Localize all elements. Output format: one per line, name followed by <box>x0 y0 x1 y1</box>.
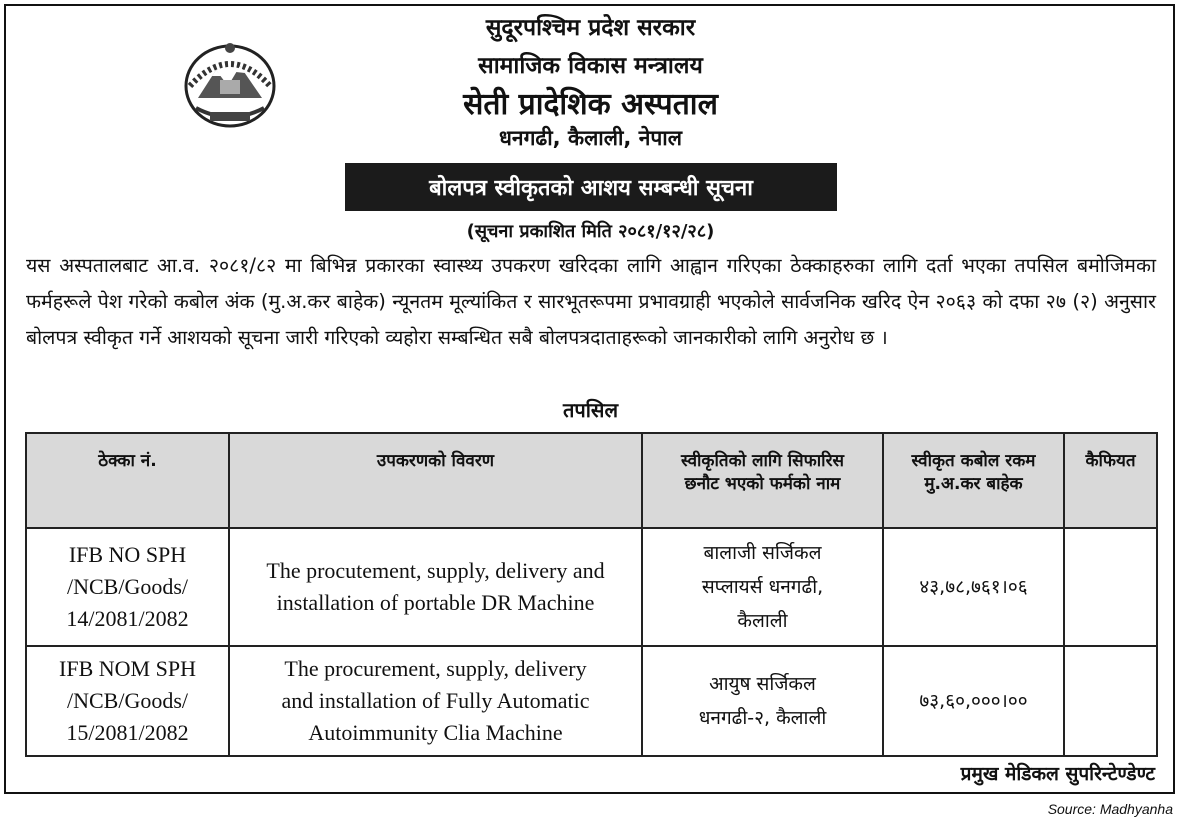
firm-line: आयुष सर्जिकल <box>709 673 816 695</box>
hospital-address: धनगढी, कैलाली, नेपाल <box>499 126 682 150</box>
description-line: The procutement, supply, delivery and <box>266 558 605 583</box>
contract-no-line: /NCB/Goods/ <box>66 688 189 713</box>
amount-cell: ४३,७८,७६१।०६ <box>883 528 1064 646</box>
description-line: installation of portable DR Machine <box>276 590 595 615</box>
contract-no-cell <box>26 646 229 756</box>
province-government: सुदूरपश्चिम प्रदेश सरकार <box>485 15 696 41</box>
firm-cell <box>642 528 883 646</box>
table-row <box>26 528 1157 646</box>
description-cell <box>229 646 642 756</box>
header-amount-line1: स्वीकृत कबोल रकम <box>911 451 1036 471</box>
contract-no-line: IFB NOM SPH <box>59 656 196 681</box>
published-date: (सूचना प्रकाशित मिति २०८१/१२/२८) <box>466 221 715 242</box>
header-amount <box>883 433 1064 528</box>
header-amount-line2: मु.अ.कर बाहेक <box>924 474 1023 494</box>
header-contract-no: ठेक्का नं. <box>26 433 229 528</box>
source-credit: Source: Madhyanha <box>1047 801 1173 817</box>
schedule-label: तपसिल <box>562 398 619 422</box>
header-description: उपकरणको विवरण <box>229 433 642 528</box>
award-table <box>25 432 1158 757</box>
description-line: The procurement, supply, delivery <box>284 656 587 681</box>
contract-no-line: 14/2081/2082 <box>66 606 189 631</box>
hospital-name: सेती प्रादेशिक अस्पताल <box>463 87 718 122</box>
contract-no-cell <box>26 528 229 646</box>
table-header-row <box>26 433 1157 528</box>
header-remarks: कैफियत <box>1064 433 1157 528</box>
firm-line: सप्लायर्स धनगढी, <box>701 576 824 598</box>
amount-cell: ७३,६०,०००।०० <box>883 646 1064 756</box>
firm-line: धनगढी-२, कैलाली <box>698 707 827 729</box>
description-line: and installation of Fully Automatic <box>281 688 590 713</box>
description-line: Autoimmunity Clia Machine <box>308 720 563 745</box>
description-cell <box>229 528 642 646</box>
header-firm <box>642 433 883 528</box>
remarks-cell <box>1064 528 1157 646</box>
header-firm-line2: छनौट भएको फर्मको नाम <box>684 474 841 494</box>
firm-line: कैलाली <box>737 610 788 632</box>
firm-cell <box>642 646 883 756</box>
contract-no-line: /NCB/Goods/ <box>66 574 189 599</box>
header-firm-line1: स्वीकृतिको लागि सिफारिस <box>680 451 845 471</box>
firm-line: बालाजी सर्जिकल <box>703 542 822 564</box>
ministry-name: सामाजिक विकास मन्त्रालय <box>478 53 703 79</box>
contract-no-line: IFB NO SPH <box>68 542 187 567</box>
table-row <box>26 646 1157 756</box>
signatory: प्रमुख मेडिकल सुपरिन्टेण्डेण्ट <box>960 763 1155 785</box>
notice-title: बोलपत्र स्वीकृतको आशय सम्बन्धी सूचना <box>345 163 837 211</box>
contract-no-line: 15/2081/2082 <box>66 720 189 745</box>
notice-body: यस अस्पतालबाट आ.व. २०८१/८२ मा बिभिन्न प्रकारका स्वास्थ्य उपकरण खरिदका लागि आह्वान गरिएका ठेक्काहरुका लागि दर्ता भएका तपसिल बमोजिमका फर्महरूले पेश गरेको कबोल अंक (मु.अ.कर बाहेक) न्यूनतम मूल्यांकित र सारभूतरूपमा प्रभावग्राही भएकोले सार्वजनिक खरिद ऐन २०६३ को दफा २७ (२) अनुसार बोलपत्र स्वीकृत गर्ने आशयको सूचना जारी गरिएको व्यहोरा सम्बन्धित सबै बोलपत्रदाताहरूको जानकारीको लागि अनुरोध छ । <box>26 254 1156 349</box>
remarks-cell <box>1064 646 1157 756</box>
